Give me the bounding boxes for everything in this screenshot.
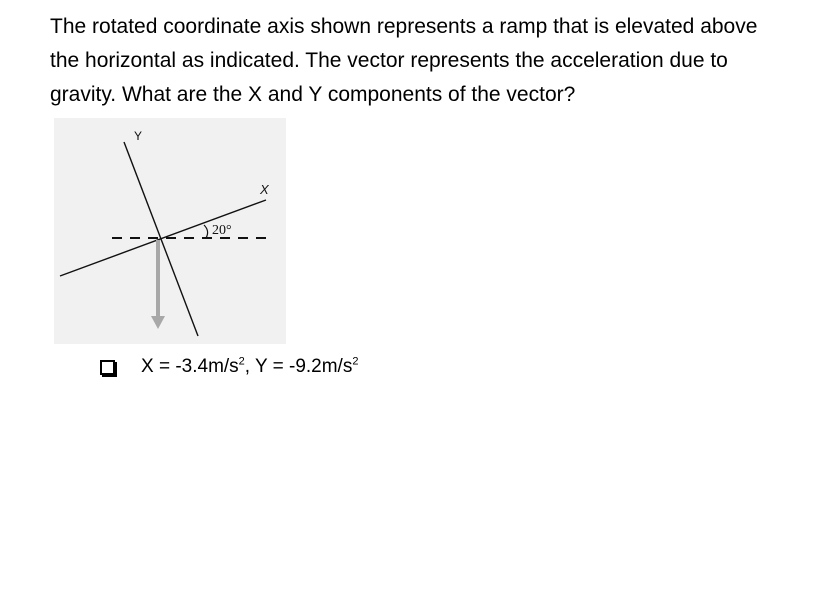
gravity-vector-arrowhead — [151, 316, 165, 329]
x-axis-label: X — [260, 182, 269, 197]
answer-x-component: X = -3.4m/s — [141, 356, 239, 377]
angle-arc — [204, 225, 208, 238]
answer-exponent-2: 2 — [352, 355, 359, 368]
question-text: The rotated coordinate axis shown represents a ramp that is elevated above the horizontal as indicated. The vector represents the acceleration due to gravity. What are the X and Y components of the vector? — [50, 15, 758, 106]
rotated-axis-figure — [54, 118, 286, 344]
answer-label — [141, 356, 358, 378]
angle-label: 20° — [212, 223, 232, 238]
y-axis-label: Y — [134, 129, 143, 143]
answer-checkbox[interactable] — [100, 360, 115, 375]
answer-exponent-1: 2 — [238, 355, 245, 368]
answer-y-component: , Y = -9.2m/s — [244, 356, 353, 377]
x-axis-line — [60, 200, 266, 276]
answer-option[interactable] — [100, 350, 358, 384]
